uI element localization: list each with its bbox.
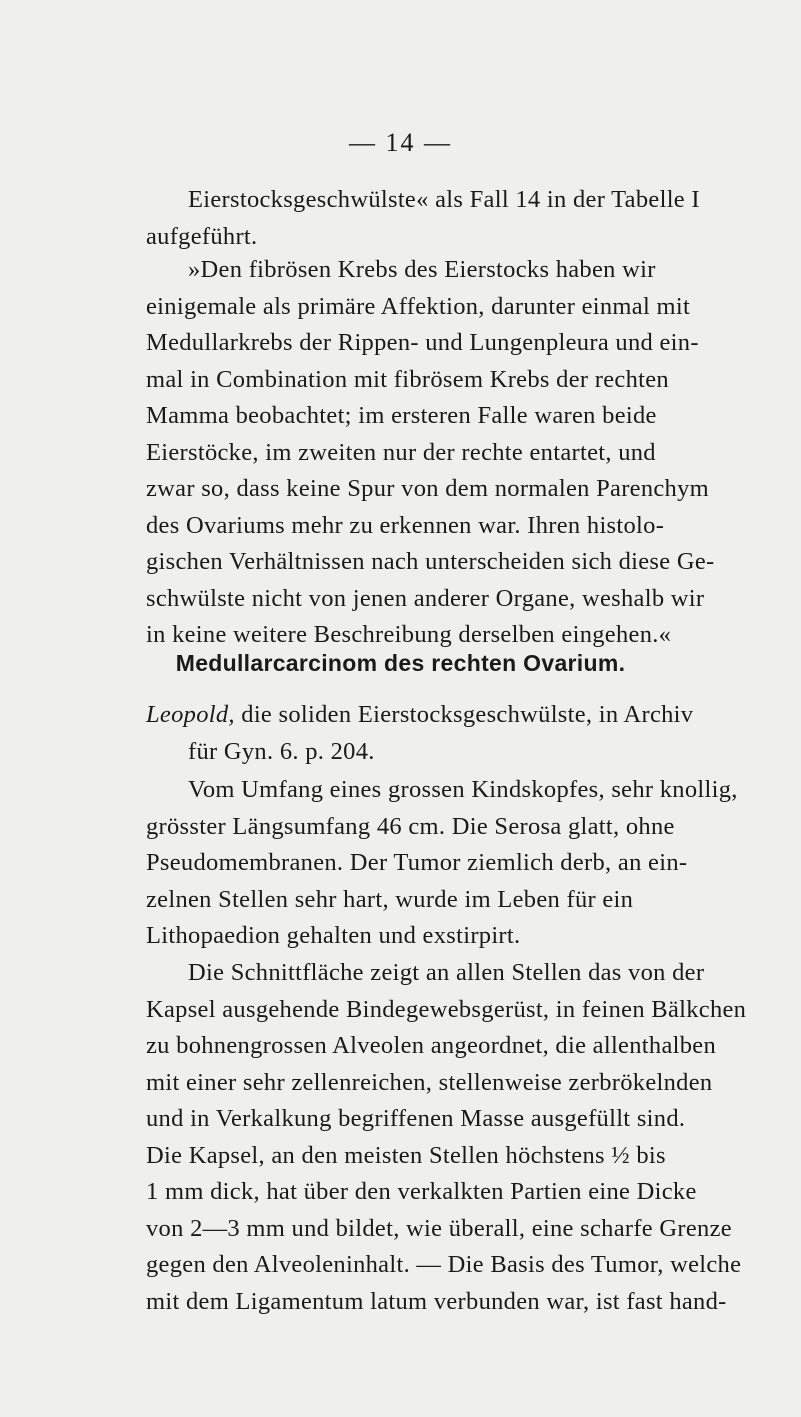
text-line: zelnen Stellen sehr hart, wurde im Leben für ein <box>146 885 634 913</box>
section-heading: Medullarcarcinom des rechten Ovarium. <box>175 650 626 676</box>
text-line: gegen den Alveoleninhalt. — Die Basis des Tumor, welche <box>146 1251 742 1278</box>
paragraph-tumor <box>146 772 766 955</box>
text-line: zwar so, dass keine Spur von dem normalen Parenchym <box>146 475 710 502</box>
text-line: Medullarkrebs der Rippen- und Lungenpleura und ein- <box>146 329 699 356</box>
text-line: Kapsel ausgehende Bindegewebsgerüst, in feinen Bälkchen <box>146 995 747 1023</box>
text-line: 1 mm dick, hat über den verkalkten Partien eine Dicke <box>146 1178 697 1205</box>
citation-title: die soliden Eierstocksgeschwülste, in Archiv <box>234 701 694 728</box>
text-line: Pseudomembranen. Der Tumor ziemlich derb, an ein- <box>146 849 688 876</box>
paragraph-section <box>146 955 766 1320</box>
text-line: in keine weitere Beschreibung derselben eingehen.« <box>146 621 672 648</box>
text-line: Eierstocksgeschwülste« als Fall 14 in der Tabelle I <box>188 186 700 213</box>
paragraph-intro <box>146 182 766 255</box>
text-line: schwülste nicht von jenen anderer Organe, weshalb wir <box>146 584 705 612</box>
paragraph-quote <box>146 252 766 654</box>
text-line: von 2—3 mm und bildet, wie überall, eine scharfe Grenze <box>146 1214 732 1242</box>
text-line: Eierstöcke, im zweiten nur der rechte entartet, und <box>146 438 656 466</box>
text-line: Mamma beobachtet; im ersteren Falle waren beide <box>146 402 657 429</box>
text-line: grösster Längsumfang 46 cm. Die Serosa glatt, ohne <box>146 812 675 840</box>
text-line: mal in Combination mit fibrösem Krebs der rechten <box>146 365 669 393</box>
text-line: mit dem Ligamentum latum verbunden war, ist fast hand- <box>146 1287 727 1315</box>
page-number: — 14 — <box>349 128 452 157</box>
text-line: Lithopaedion gehalten und exstirpirt. <box>146 922 521 949</box>
text-line: und in Verkalkung begriffenen Masse ausgefüllt sind. <box>146 1105 686 1132</box>
text-line: »Den fibrösen Krebs des Eierstocks haben wir <box>188 256 656 283</box>
text-line: Vom Umfang eines grossen Kindskopfes, sehr knollig, <box>188 776 738 803</box>
text-line: aufgeführt. <box>146 222 258 250</box>
text-line: einigemale als primäre Affektion, darunter einmal mit <box>146 292 691 320</box>
citation-line-1 <box>146 697 766 734</box>
text-line: gischen Verhältnissen nach unterscheiden sich diese Ge- <box>146 548 715 575</box>
text-line: Die Kapsel, an den meisten Stellen höchstens ½ bis <box>146 1141 666 1169</box>
citation-author: Leopold, <box>146 701 235 728</box>
text-line: zu bohnengrossen Alveolen angeordnet, die allenthalben <box>146 1032 716 1059</box>
text-line: des Ovariums mehr zu erkennen war. Ihren histolo- <box>146 511 665 539</box>
text-line: mit einer sehr zellenreichen, stellenweise zerbrökelnden <box>146 1068 713 1096</box>
text-line: Die Schnittfläche zeigt an allen Stellen das von der <box>188 959 705 986</box>
citation-line-2: für Gyn. 6. p. 204. <box>188 737 375 765</box>
citation <box>146 697 766 770</box>
